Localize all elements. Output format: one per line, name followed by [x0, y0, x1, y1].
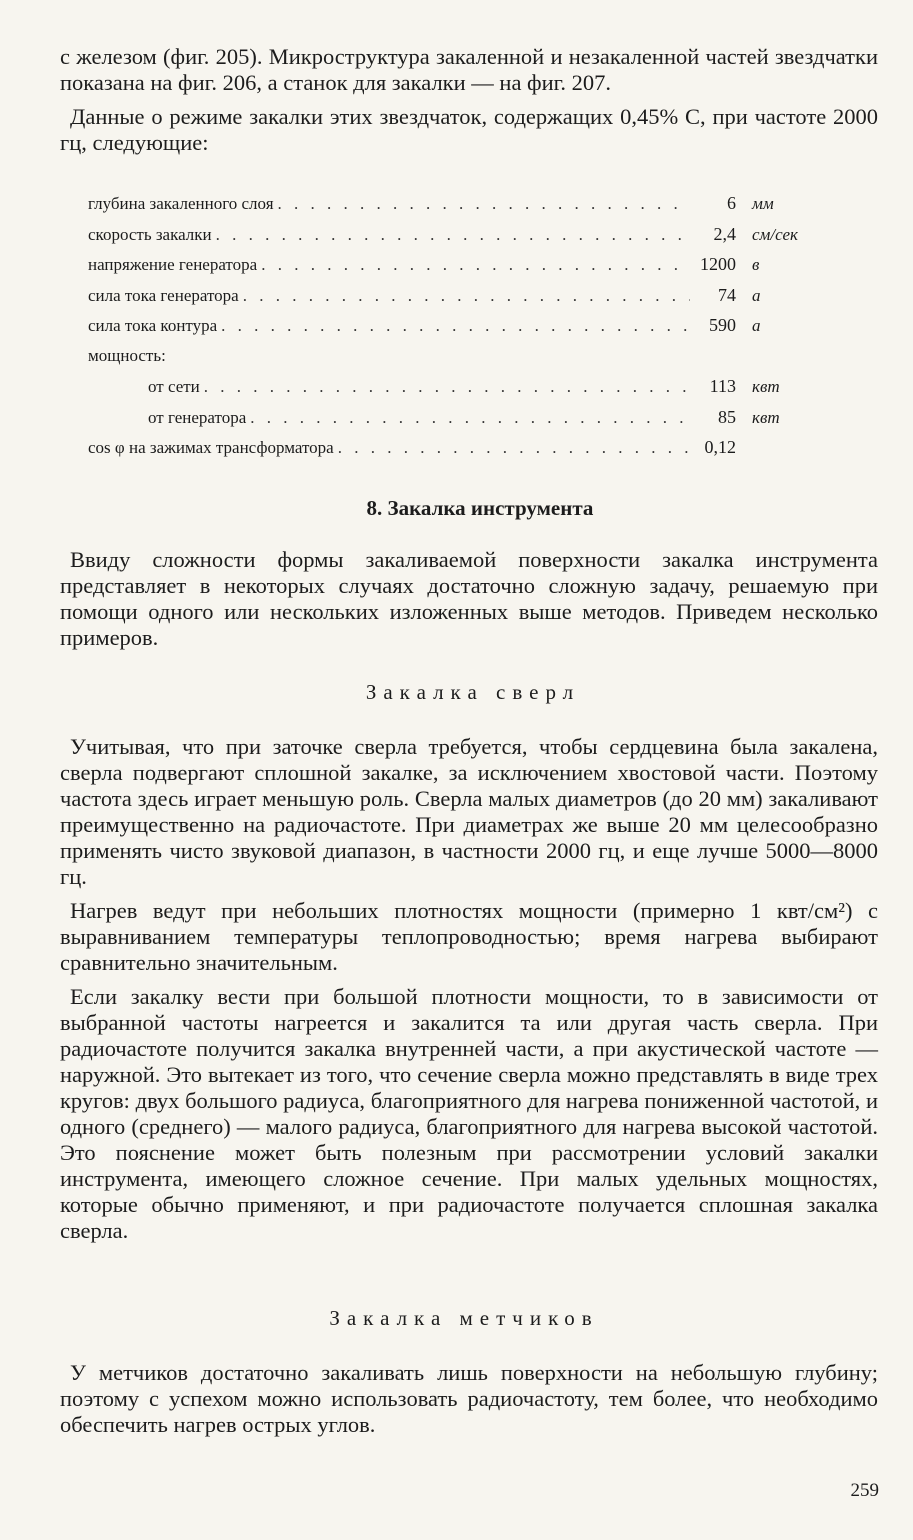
page-content [60, 44, 878, 1438]
hardening-parameters-list [88, 188, 848, 463]
spec-value: 1200 [700, 254, 736, 274]
drills-paragraph-1: Учитывая, что при заточке сверла требуется, чтобы сердцевина была закалена, сверла подвергают сплошной закалке, за исключением хвостовой части. Поэтому частота здесь играет меньшую роль. Сверла малых диаметров (до 20 мм) закаливают преимущественно на радиочастоте. При диаметрах же выше 20 мм целесообразно применять чисто звуковой диапазон, в частности 2000 гц, и еще лучше 5000—8000 гц. [60, 733, 878, 889]
spec-unit: квт [752, 377, 780, 396]
spec-label: мощность: [88, 345, 166, 365]
spec-unit: а [752, 316, 761, 335]
spec-label: от сети [148, 377, 200, 396]
spec-value: 74 [718, 284, 736, 305]
spec-label: напряжение генератора [88, 255, 258, 274]
drills-paragraph-2: Нагрев ведут при небольших плотностях мощности (примерно 1 квт/см²) с выравниванием температуры теплопроводностью; время нагрева выбирают сравнительно значительным. [60, 897, 878, 975]
spec-unit: см/сек [752, 224, 798, 244]
section8-paragraph: Ввиду сложности формы закаливаемой поверхности закалка инструмента представляет в некоторых случаях достаточно сложную задачу, решаемую при помощи одного или нескольких изложенных выше методов. Приведем несколько примеров. [60, 546, 878, 650]
spec-label: сила тока генератора [88, 285, 239, 305]
section-heading-tool-hardening: 8. Закалка инструмента [366, 495, 594, 520]
page-number: 259 [850, 1480, 879, 1501]
spec-row [88, 371, 848, 402]
subheading-drill-hardening: Закалка сверл [365, 679, 581, 704]
intro-paragraph: с железом (фиг. 205). Микроструктура закаленной и незакаленной частей звездчатки показана на фиг. 206, а станок для закалки — на фиг. 207. [60, 44, 878, 95]
spec-unit: а [752, 285, 761, 305]
spec-group-heading [88, 341, 848, 372]
spec-value: 590 [709, 315, 736, 335]
spec-value: 85 [718, 406, 736, 427]
spec-label: глубина закаленного слоя [88, 194, 274, 213]
spec-value: 2,4 [713, 223, 736, 244]
spec-value: 0,12 [704, 437, 736, 457]
spec-unit: в [752, 255, 760, 274]
spec-label: от генератора [148, 407, 247, 427]
spec-label: скорость закалки [88, 224, 212, 244]
spec-row [88, 432, 848, 463]
spec-row [88, 249, 848, 280]
spec-unit: мм [752, 194, 774, 213]
drills-paragraph-3: Если закалку вести при большой плотности мощности, то в зависимости от выбранной частоты нагреется и закалится та или другая часть сверла. При радиочастоте получится закалка внутренней части, а при акустической частоте — наружной. Это вытекает из того, что сечение сверла можно представлять в виде трех кругов: двух большого радиуса, благоприятного для нагрева пониженной частотой, и одного (среднего) — малого радиуса, благоприятного для нагрева высокой частотой. Это пояснение может быть полезным при рассмотрении условий закалки инструмента, имеющего сложное сечение. При малых удельных мощностях, которые обычно применяют, и при радиочастоте получается сплошная закалка сверла. [60, 983, 878, 1243]
spec-row [88, 402, 848, 433]
spec-value: 6 [727, 193, 736, 213]
spec-label: сила тока контура [88, 316, 218, 335]
taps-paragraph-1: У метчиков достаточно закаливать лишь поверхности на небольшую глубину; поэтому с успехом можно использовать радиочастоту, тем более, что необходимо обеспечить нагрев острых углов. [60, 1359, 878, 1437]
spec-row [88, 280, 848, 311]
spec-unit: квт [752, 407, 780, 427]
spec-row [88, 188, 848, 219]
spec-value: 113 [709, 376, 736, 396]
spec-row [88, 219, 848, 250]
spec-row [88, 310, 848, 341]
data-intro-paragraph: Данные о режиме закалки этих звездчаток, содержащих 0,45% С, при частоте 2000 гц, следующие: [60, 104, 878, 155]
subheading-tap-hardening: Закалка метчиков [329, 1305, 599, 1330]
spec-label: cos φ на зажимах трансформатора [88, 438, 334, 457]
